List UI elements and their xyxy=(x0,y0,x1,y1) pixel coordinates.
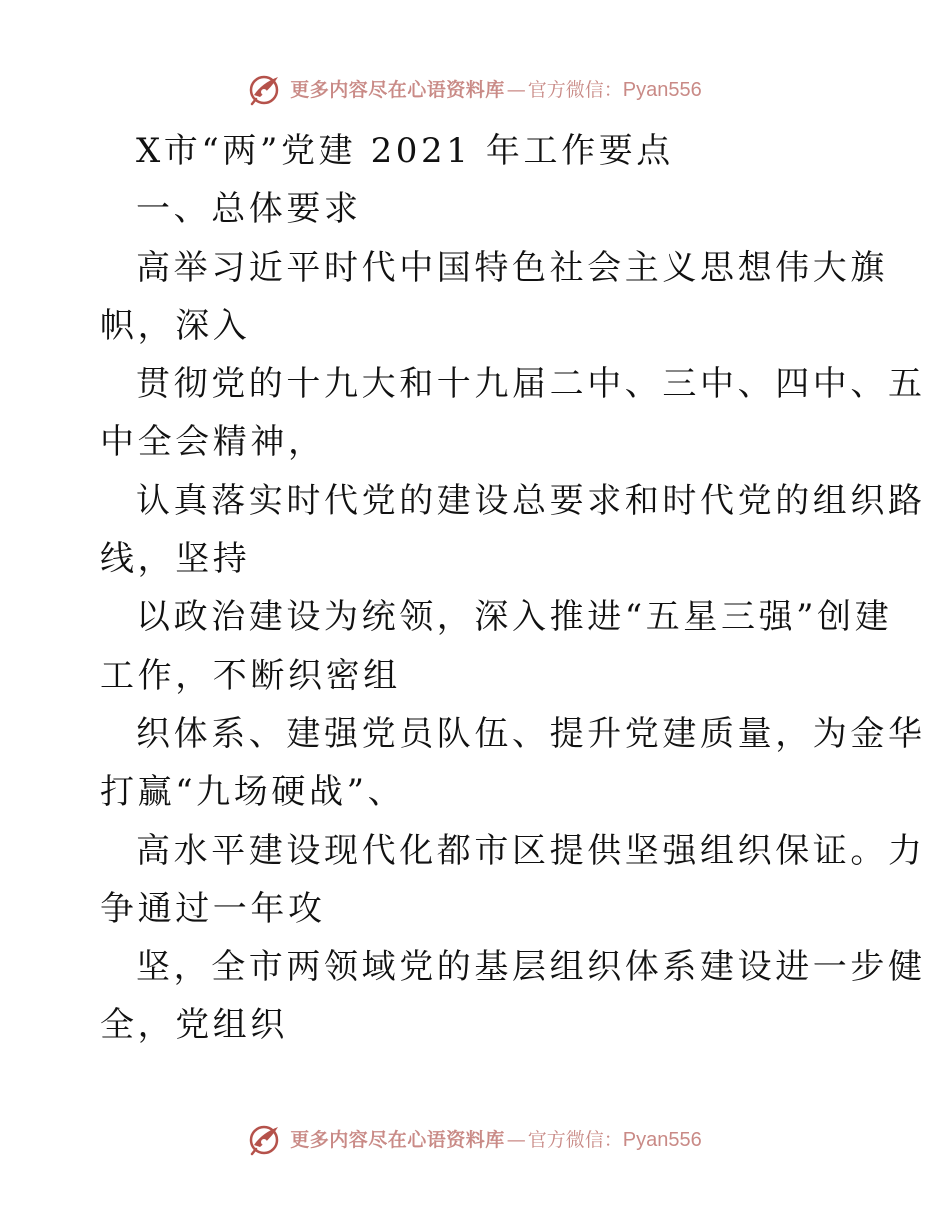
paragraph-line: 全，党组织 xyxy=(100,1005,288,1046)
watermark-label: 官方微信： xyxy=(527,79,623,101)
paragraph-line: 认真落实时代党的建设总要求和时代党的组织路 xyxy=(136,480,926,521)
section-heading: 一、总体要求 xyxy=(136,189,362,230)
paragraph-line: 线，坚持 xyxy=(100,539,251,580)
paragraph-line: 打赢“九场硬战”、 xyxy=(100,772,406,813)
paragraph-line: 工作，不断织密组 xyxy=(100,655,401,696)
watermark-handle: Pyan556 xyxy=(622,79,702,101)
paragraph-line: 高水平建设现代化都市区提供坚强组织保证。力 xyxy=(136,830,926,871)
document-title: X市“两”党建 2021 年工作要点 xyxy=(136,131,674,171)
paragraph-line: 争通过一年攻 xyxy=(100,888,326,929)
paragraph-line: 高举习近平时代中国特色社会主义思想伟大旗 xyxy=(136,247,888,288)
watermark-handle: Pyan556 xyxy=(622,1129,702,1151)
watermark-dash: — xyxy=(506,79,526,101)
watermark-text xyxy=(290,1130,702,1150)
paragraph-line: 贯彻党的十九大和十九届二中、三中、四中、五 xyxy=(136,364,926,405)
watermark-slogan: 更多内容尽在心语资料库 xyxy=(290,1129,505,1151)
paragraph-line: 织体系、建强党员队伍、提升党建质量，为金华 xyxy=(136,713,926,754)
paragraph-line: 帜，深入 xyxy=(100,305,251,346)
watermark-footer xyxy=(0,1120,950,1160)
document-body xyxy=(100,122,926,1055)
paragraph-line: 以政治建设为统领，深入推进“五星三强”创建 xyxy=(136,597,893,638)
watermark-dash: — xyxy=(506,1129,526,1151)
paragraph-line: 坚，全市两领域党的基层组织体系建设进一步健 xyxy=(136,947,926,988)
watermark-slogan: 更多内容尽在心语资料库 xyxy=(290,79,505,101)
watermark-header xyxy=(0,70,950,110)
quill-logo-icon xyxy=(248,1123,282,1157)
paragraph-line: 中全会精神， xyxy=(100,422,326,463)
quill-logo-icon xyxy=(248,73,282,107)
watermark-text xyxy=(290,80,702,100)
watermark-label: 官方微信： xyxy=(527,1129,623,1151)
